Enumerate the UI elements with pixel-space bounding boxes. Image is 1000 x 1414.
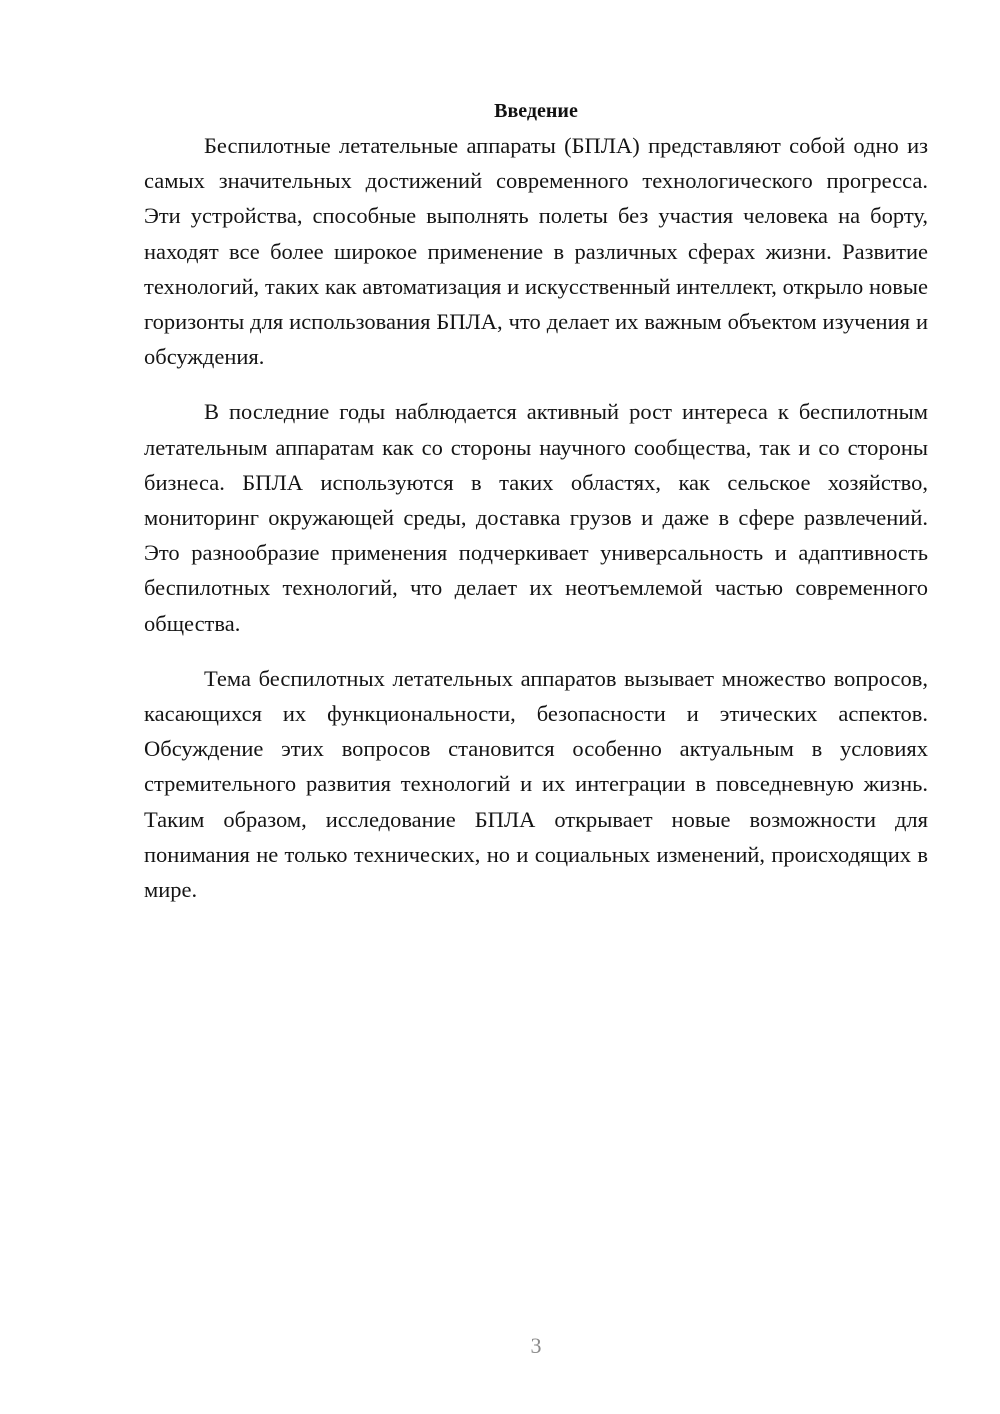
paragraph-questions: Тема беспилотных летательных аппаратов вызывает множество вопросов, касающихся их функциональности, безопасности и этических аспектов. Обсуждение этих вопросов становится особенно актуальным в условиях стремительного развития технологий и их интеграции в повседневную жизнь. Таким образом, исследование БПЛА открывает новые возможности для понимания не только технических, но и социальных изменений, происходящих в мире. <box>144 665 928 903</box>
section-title: Введение <box>494 100 578 122</box>
page-number: 3 <box>530 1333 542 1358</box>
paragraph-intro: Беспилотные летательные аппараты (БПЛА) представляют собой одно из самых значительных достижений современного технологического прогресса. Эти устройства, способные выполнять полеты без участия человека на борту, находят все более широкое применение в различных сферах жизни. Развитие технологий, таких как автоматизация и искусственный интеллект, открыло новые горизонты для использования БПЛА, что делает их важным объектом изучения и обсуждения. <box>144 133 928 370</box>
paragraph-applications: В последние годы наблюдается активный рост интереса к беспилотным летательным аппаратам как со стороны научного сообщества, так и со стороны бизнеса. БПЛА используются в таких областях, как сельское хозяйство, мониторинг окружающей среды, доставка грузов и даже в сфере развлечений. Это разнообразие применения подчеркивает универсальность и адаптивность беспилотных технологий, что делает их неотъемлемой частью современного общества. <box>144 399 928 636</box>
page-content <box>144 96 928 927</box>
